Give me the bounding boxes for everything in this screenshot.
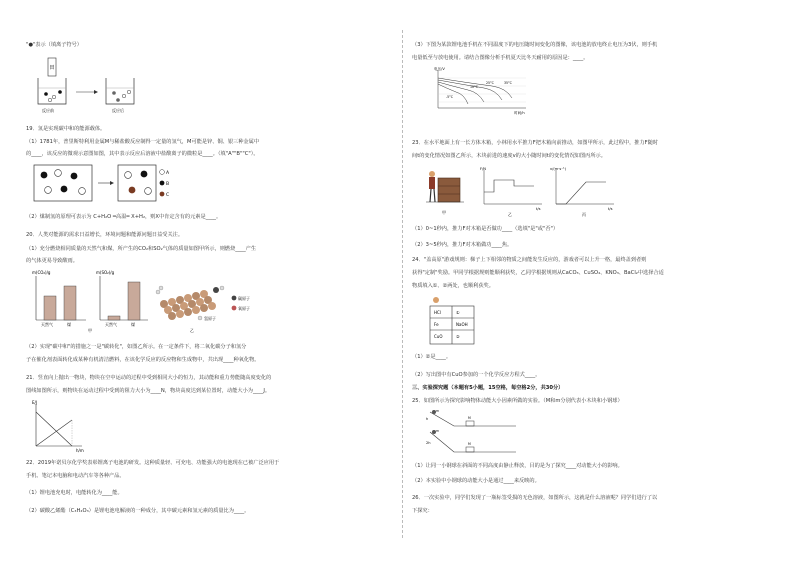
- beaker-label-after: 反应后: [112, 108, 124, 113]
- question-23-2: （2）3~5秒内，推力F对木箱做功____焦。: [412, 242, 513, 248]
- ramp-m-label-1: m: [436, 409, 440, 413]
- voltage-axis-label: 电压/V: [434, 67, 445, 71]
- legend-carbon: 碳原子: [238, 296, 250, 301]
- question-24c: 物质填入①、②两处，也顺利获奖。: [412, 283, 494, 289]
- ramp-2h-label: 2h: [426, 441, 431, 445]
- question-25-2: （2）本实验中小钢球的动能大小是通过____来反映的。: [412, 478, 540, 484]
- question-24-1: （1）②是____。: [412, 354, 452, 360]
- label-b: B: [166, 182, 170, 187]
- question-20-2b: 子在催化剂表面转化成某种有机清洁燃料，在该化学反应的反应物和生成物中，共出现____种氧化物。: [26, 357, 260, 363]
- ramp-m-label-2: m: [436, 429, 440, 433]
- co2-so2-figure: [30, 268, 290, 334]
- bar-so2-coal: [128, 282, 140, 320]
- question-19-2: （2）煤制氢的原理可表示为 C+H₂O ═高温═ X+H₂，则X中肯定含有的元素是____。: [26, 214, 222, 220]
- ladder-cell-fe: Fe: [434, 322, 439, 327]
- bar-so2-gas: [108, 316, 120, 320]
- caption-bing-23: 丙: [582, 212, 586, 217]
- cat-coal: 煤: [67, 322, 71, 327]
- label-a: A: [166, 171, 170, 176]
- question-22-1: （1）锂电池充电时，电能转化为____能。: [26, 490, 123, 496]
- question-20-1b: 的气体更易导致酸雨。: [26, 258, 78, 264]
- question-22-2: （2）碳酸乙烯酯（C₃H₄O₃）是锂电池电解液的一种成分，其中碳元素和氢元素的质量比为____。: [26, 508, 250, 514]
- question-19: 19．氢是实现碳中和的能源载体。: [26, 126, 106, 132]
- person-box-illustration: [426, 171, 464, 202]
- question-26b: 下探究：: [412, 508, 433, 514]
- t-axis-label-2: t/s: [608, 207, 613, 211]
- question-voltage: （3）下图为某款锂电池手机在不同温度下的电压随时间变化的图像，该电池的放电终止电压为3伏，则手机: [412, 42, 658, 48]
- x-axis-label: h/m: [76, 448, 84, 453]
- text-line: "●"表示（填离子符号）: [26, 42, 82, 48]
- question-19-1b: 的____，该反应的微观示意图如图，其中表示反应后溶液中盐酸离子的微粒是____。（填"A""B""C"）。: [26, 151, 259, 157]
- legend-hydrogen: 氢原子: [204, 316, 216, 321]
- curve-label-25: 25°C: [486, 81, 494, 85]
- question-19-1: （1）1781年，普里斯特利用金属M与稀盐酸反应制得一定量的氢气，M可能是锌、铜、银三种金属中: [26, 139, 259, 145]
- bar-co2-coal: [64, 286, 76, 320]
- question-24: 24．"盖高原"游戏规则：梯子上下相邻的物质之间能发生反应的，游戏者可以上升一格，最终盖到者则: [412, 257, 647, 263]
- ramp-M-label-2: M: [468, 442, 471, 446]
- question-20-2: （2）实现"碳中和"的措施之一是"碳转化"，如图乙所示。在一定条件下，将二氧化碳分子和氢分: [26, 344, 247, 350]
- question-25: 25．如图所示为探究影响物体动能大小因素所做的实验。（M和m分别代表小木块和小钢球）: [412, 398, 623, 404]
- cat-gas: 天然气: [41, 322, 53, 327]
- question-24b: 获得"定制"奖励。甲同学根据规则能顺利获奖，乙同学根据规则从CaCO₃、CuSO₄、KNO₃、BaCl₂中选择合适: [412, 270, 664, 276]
- question-24-2: （2）写出图中有CuO参加的一个化学反应方程式____。: [412, 372, 541, 378]
- time-axis-label: 时间/h: [514, 111, 525, 115]
- curve-label-35: 35°C: [504, 81, 512, 85]
- legend-oxygen: 氧原子: [238, 306, 250, 311]
- particle-figure: [32, 163, 172, 205]
- ramp-figure: [426, 408, 522, 458]
- energy-height-graph: [30, 398, 92, 454]
- curve-label-neg5: -5°C: [446, 95, 453, 99]
- question-23b: 间t的变化情况如图乙所示，木块前进的速度v的大小随时间t的变化情况如图丙所示。: [412, 153, 606, 159]
- beaker-label-before: 反应前: [42, 108, 54, 113]
- push-box-figure: [424, 164, 620, 220]
- question-voltage-b: 电量低至与放电使用。请结合图像分析手机夏天比冬天耐用的原因是：____。: [412, 55, 589, 61]
- beaker-figure: [32, 52, 150, 118]
- y-axis-label: E/J: [32, 400, 38, 405]
- f-axis-label: F/N: [480, 167, 486, 171]
- question-22: 22．2019年诺贝尔化学奖表彰锂离子电池的研发。这种质量轻、可充电、功能强大的电池现在已被广泛应用于: [26, 460, 280, 466]
- ramp-h-label: h: [426, 417, 429, 421]
- bar-co2-gas: [44, 296, 56, 320]
- caption-yi: 乙: [190, 328, 194, 333]
- question-23: 23．在水平地面上有一长方体木箱，小林用水平推力F把木箱向前推动，如图甲所示，此过程中，推力F随时: [412, 140, 659, 146]
- catalyst-surface: [156, 286, 224, 320]
- cat-gas-2: 天然气: [105, 322, 117, 327]
- label-c: C: [166, 193, 170, 198]
- question-23-1: （1）0~1秒内，推力F对木箱是否做功____（选填"是"或"否"）: [412, 226, 559, 232]
- co2-axis-label: m(CO₂)/g: [32, 270, 51, 275]
- question-20: 20．人类对能源的需求日益增长，环境问题和能源问题日益受关注。: [26, 232, 184, 238]
- caption-jia-23: 甲: [442, 210, 446, 215]
- so2-axis-label: m(SO₂)/g: [96, 270, 115, 275]
- question-21b: 图线如图所示，则物块在运动过程中受到的阻力大小为____N，物块高度达到某位置时，动能大小为____J。: [26, 388, 271, 394]
- ladder-figure: [426, 294, 492, 350]
- question-26: 26．一次实验中，同学们发现了一瓶标签受损的无色溶液，如图所示，这就是什么溶液呢？同学们进行了以: [412, 495, 658, 501]
- v-axis-label: v/(m·s⁻¹): [550, 167, 566, 171]
- svg-text:田: 田: [49, 65, 55, 71]
- caption-jia: 甲: [88, 328, 92, 333]
- question-21: 21．竖直向上抛出一物块，物块在空中运动的过程中受到相同大小的恒力，其动能和重力势能随高度变化的: [26, 375, 272, 381]
- ladder-cell-hcl: HCl: [434, 310, 441, 315]
- ramp-M-label-1: M: [468, 416, 471, 420]
- ladder-cell-1: ①: [456, 310, 460, 315]
- ladder-cell-cuo: CuO: [434, 334, 443, 339]
- voltage-time-graph: [432, 64, 536, 116]
- cat-coal-2: 煤: [131, 322, 135, 327]
- curve-label-10: 10°C: [470, 85, 478, 89]
- question-22b: 手机、笔记本电脑和电动汽车等各种产品。: [26, 473, 125, 479]
- ladder-cell-2: ②: [456, 334, 460, 339]
- question-20-1: （1）充分燃烧相同质量的天然气和煤，所产生的CO₂和SO₂气体的质量如图甲所示，则燃烧____产生: [26, 246, 257, 252]
- t-axis-label-1: t/s: [536, 207, 541, 211]
- question-25-1: （1）让同一小钢球在斜面的不同高度由静止释放，目的是为了探究____对动能大小的影响。: [412, 463, 623, 469]
- column-divider: [402, 30, 403, 538]
- ladder-cell-naoh: NaOH: [456, 322, 468, 327]
- caption-yi-23: 乙: [508, 212, 512, 217]
- section-3-heading: 三、实验探究题（本题有5小题，15空格，每空格2分，共30分）: [412, 385, 564, 391]
